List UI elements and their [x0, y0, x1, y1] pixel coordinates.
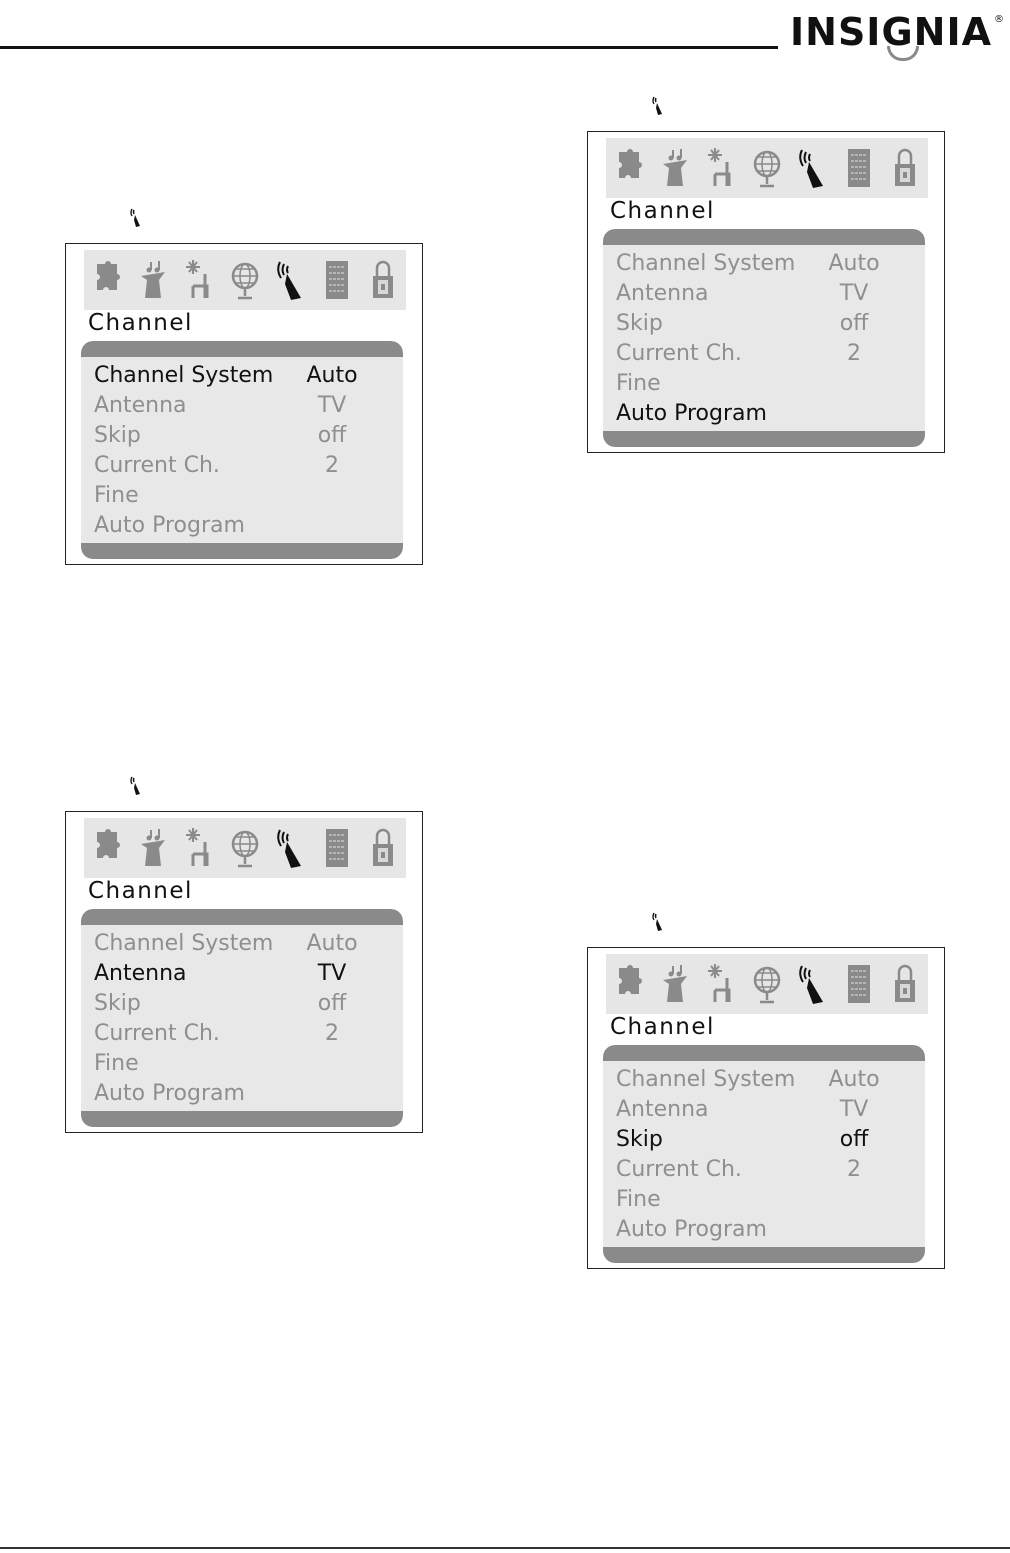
- lock-icon[interactable]: [366, 824, 400, 872]
- menu-item[interactable]: [94, 991, 394, 1021]
- menu-title: Channel: [610, 1014, 715, 1040]
- menu-item-value: 2: [847, 341, 861, 366]
- menu-item-label: Current Ch.: [94, 453, 220, 478]
- menu-icon-bar: [606, 954, 928, 1014]
- satellite-dish-icon: [651, 94, 665, 116]
- menu-item-label: Antenna: [94, 961, 187, 986]
- menu-item[interactable]: [616, 341, 916, 371]
- menu-item[interactable]: [94, 393, 394, 423]
- menu-item-value: off: [317, 423, 347, 448]
- menu-item[interactable]: [616, 281, 916, 311]
- music-note-icon[interactable]: [136, 824, 170, 872]
- menu-item-label: Auto Program: [616, 401, 767, 426]
- music-note-icon[interactable]: [136, 256, 170, 304]
- satellite-dish-icon[interactable]: [796, 960, 830, 1008]
- panel-bottom-band: [603, 431, 925, 447]
- menu-item-label: Current Ch.: [94, 1021, 220, 1046]
- menu-item-label: Fine: [94, 483, 139, 508]
- menu-item[interactable]: [94, 483, 394, 513]
- menu-title: Channel: [610, 198, 715, 224]
- menu-item-value: off: [839, 1127, 869, 1152]
- panel-top-band: [603, 229, 925, 245]
- sparkle-chair-icon[interactable]: [704, 960, 738, 1008]
- brand-name: INSIGNIA: [790, 10, 992, 54]
- menu-item[interactable]: [94, 513, 394, 543]
- menu-item-label: Channel System: [616, 251, 796, 276]
- menu-item[interactable]: [94, 453, 394, 483]
- sparkle-chair-icon[interactable]: [182, 256, 216, 304]
- menu-item-value: TV: [839, 1097, 869, 1122]
- menu-item-value: off: [839, 311, 869, 336]
- menu-item[interactable]: [94, 363, 394, 393]
- menu-item-value: TV: [317, 393, 347, 418]
- satellite-dish-icon: [129, 774, 143, 796]
- menu-item[interactable]: [616, 401, 916, 431]
- menu-item-value: Auto: [306, 931, 358, 956]
- menu-item[interactable]: [616, 1097, 916, 1127]
- menu-item-label: Auto Program: [94, 513, 245, 538]
- sparkle-chair-icon[interactable]: [704, 144, 738, 192]
- brand-logo: [790, 6, 1010, 60]
- globe-icon[interactable]: [228, 256, 262, 304]
- panel-bottom-band: [81, 543, 403, 559]
- menu-item-label: Antenna: [616, 281, 709, 306]
- menu-panel: [81, 341, 403, 559]
- menu-title: Channel: [88, 878, 193, 904]
- globe-icon[interactable]: [228, 824, 262, 872]
- lock-icon[interactable]: [366, 256, 400, 304]
- clock-calendar-icon[interactable]: [320, 824, 354, 872]
- music-note-icon[interactable]: [658, 144, 692, 192]
- puzzle-icon[interactable]: [612, 960, 646, 1008]
- panel-bottom-band: [81, 1111, 403, 1127]
- satellite-dish-icon[interactable]: [796, 144, 830, 192]
- menu-item[interactable]: [616, 1157, 916, 1187]
- menu-item[interactable]: [94, 423, 394, 453]
- menu-item[interactable]: [616, 1067, 916, 1097]
- globe-icon[interactable]: [750, 960, 784, 1008]
- puzzle-icon[interactable]: [90, 824, 124, 872]
- menu-item[interactable]: [616, 1217, 916, 1247]
- menu-item-value: Auto: [306, 363, 358, 388]
- panel-top-band: [81, 341, 403, 357]
- panel-top-band: [81, 909, 403, 925]
- clock-calendar-icon[interactable]: [842, 144, 876, 192]
- menu-item[interactable]: [616, 1187, 916, 1217]
- menu-item-value: 2: [325, 453, 339, 478]
- menu-title: Channel: [88, 310, 193, 336]
- menu-item-label: Antenna: [94, 393, 187, 418]
- menu-item[interactable]: [94, 961, 394, 991]
- channel-menu-screen-2: [65, 811, 423, 1133]
- menu-item-label: Channel System: [94, 363, 274, 388]
- menu-item-label: Fine: [94, 1051, 139, 1076]
- menu-item-label: Channel System: [616, 1067, 796, 1092]
- menu-item-value: TV: [317, 961, 347, 986]
- menu-item-label: Auto Program: [616, 1217, 767, 1242]
- menu-panel: [603, 229, 925, 447]
- menu-item-label: Current Ch.: [616, 1157, 742, 1182]
- menu-item-value: 2: [847, 1157, 861, 1182]
- puzzle-icon[interactable]: [612, 144, 646, 192]
- puzzle-icon[interactable]: [90, 256, 124, 304]
- menu-item-label: Channel System: [94, 931, 274, 956]
- menu-item-label: Fine: [616, 371, 661, 396]
- menu-item[interactable]: [616, 371, 916, 401]
- globe-icon[interactable]: [750, 144, 784, 192]
- brand-registered-mark: ®: [994, 14, 1004, 25]
- footer-rule: [0, 1547, 1010, 1549]
- menu-item-label: Skip: [616, 1127, 663, 1152]
- menu-item[interactable]: [94, 1021, 394, 1051]
- menu-icon-bar: [84, 250, 406, 310]
- menu-item[interactable]: [94, 1051, 394, 1081]
- channel-menu-screen-3: [587, 131, 945, 453]
- satellite-dish-icon: [651, 910, 665, 932]
- menu-item-value: Auto: [828, 251, 880, 276]
- header-rule: [0, 46, 778, 49]
- logo-arc-icon: [887, 46, 919, 61]
- menu-item[interactable]: [616, 251, 916, 281]
- menu-item-label: Fine: [616, 1187, 661, 1212]
- menu-item-label: Skip: [94, 991, 141, 1016]
- clock-calendar-icon[interactable]: [320, 256, 354, 304]
- menu-panel: [603, 1045, 925, 1263]
- menu-item-value: Auto: [828, 1067, 880, 1092]
- menu-item-value: off: [317, 991, 347, 1016]
- panel-top-band: [603, 1045, 925, 1061]
- menu-item[interactable]: [94, 1081, 394, 1111]
- menu-panel: [81, 909, 403, 1127]
- lock-icon[interactable]: [888, 144, 922, 192]
- menu-icon-bar: [84, 818, 406, 878]
- satellite-dish-icon[interactable]: [274, 824, 308, 872]
- music-note-icon[interactable]: [658, 960, 692, 1008]
- menu-icon-bar: [606, 138, 928, 198]
- panel-bottom-band: [603, 1247, 925, 1263]
- menu-item-label: Skip: [94, 423, 141, 448]
- sparkle-chair-icon[interactable]: [182, 824, 216, 872]
- channel-menu-screen-1: [65, 243, 423, 565]
- menu-item-label: Skip: [616, 311, 663, 336]
- menu-item-value: 2: [325, 1021, 339, 1046]
- menu-item-label: Antenna: [616, 1097, 709, 1122]
- menu-item[interactable]: [616, 1127, 916, 1157]
- lock-icon[interactable]: [888, 960, 922, 1008]
- menu-item-label: Auto Program: [94, 1081, 245, 1106]
- satellite-dish-icon: [129, 206, 143, 228]
- menu-item[interactable]: [616, 311, 916, 341]
- channel-menu-screen-4: [587, 947, 945, 1269]
- menu-item-value: TV: [839, 281, 869, 306]
- menu-item[interactable]: [94, 931, 394, 961]
- menu-item-label: Current Ch.: [616, 341, 742, 366]
- satellite-dish-icon[interactable]: [274, 256, 308, 304]
- clock-calendar-icon[interactable]: [842, 960, 876, 1008]
